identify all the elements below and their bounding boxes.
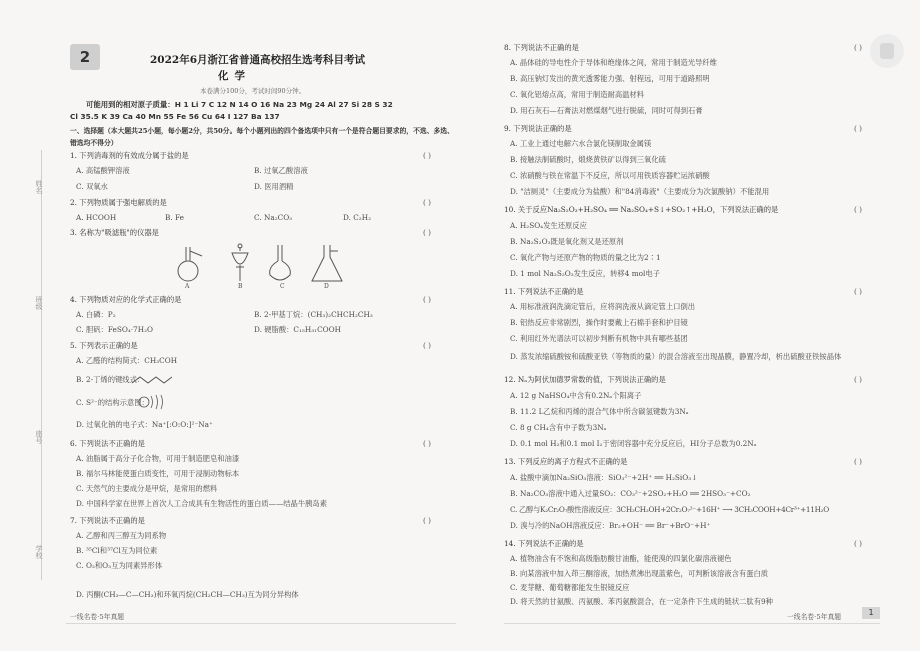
answer-paren: ( ) (423, 228, 432, 237)
option: B. Fe (165, 213, 184, 222)
option: D. 用石灰石—石膏法对燃煤烟气进行脱硫，同时可得到石膏 (510, 106, 703, 115)
footer-rule-left (66, 623, 456, 624)
option: D. "洁厕灵"（主要成分为盐酸）和"84消毒液"（主要成分为次氯酸钠）不能混用 (510, 187, 770, 196)
option: A. 乙醛的结构简式：CH₃COH (76, 356, 178, 365)
question-14: 14. 下列说法不正确的是 (504, 539, 584, 548)
option: B. Na₂S₂O₃既是氧化剂又是还原剂 (510, 237, 624, 246)
option: C. 双氧水 (76, 182, 108, 191)
option: B. Na₂CO₃溶液中通入过量SO₂：CO₃²⁻+2SO₂+H₂O ══ 2HSO₃⁻+CO₂ (510, 489, 751, 498)
option: A. 油脂属于高分子化合物，可用于制造肥皂和油漆 (76, 454, 240, 463)
question-3: 3. 名称为"吸滤瓶"的仪器是 (70, 228, 159, 237)
option: B. 向某溶液中加入茚三酮溶液，加热煮沸出现蓝紫色，可判断该溶液含有蛋白质 (510, 569, 769, 578)
option: C. 天然气的主要成分是甲烷，是常用的燃料 (76, 484, 218, 493)
option: B. 福尔马林能使蛋白质变性，可用于浸制动物标本 (76, 469, 240, 478)
subject-title: 化学 (218, 70, 251, 82)
option: D. 溴与冷的NaOH溶液反应：Br₂+OH⁻ ══ Br⁻+BrO⁻+H⁺ (510, 521, 711, 530)
separatory-funnel-icon (232, 247, 248, 281)
option: A. 乙醇和丙三醇互为同系物 (76, 531, 167, 540)
question-12: 12. Nₐ为阿伏加德罗常数的值，下列说法正确的是 (504, 375, 666, 384)
option: A. 植物油含有不饱和高级脂肪酸甘油酯，能使溴的四氯化碳溶液褪色 (510, 554, 732, 563)
answer-paren: ( ) (854, 375, 863, 384)
option: A. 工业上通过电解六水合氯化镁制取金属镁 (510, 139, 652, 148)
volumetric-flask-icon (270, 245, 291, 280)
option: B. 铝热反应非常剧烈，操作时要戴上石棉手套和护目镜 (510, 318, 688, 327)
apparatus-label-c: C (280, 283, 285, 290)
footer-right-text: 一线名卷·5年真题 (787, 613, 842, 621)
answer-paren: ( ) (423, 439, 432, 448)
answer-paren: ( ) (423, 151, 432, 160)
distillation-flask-icon (178, 261, 198, 281)
question-2: 2. 下列物质属于强电解质的是 (70, 198, 167, 207)
answer-paren: ( ) (854, 43, 863, 52)
answer-paren: ( ) (423, 341, 432, 350)
option: B. ³⁵Cl和³⁷Cl互为同位素 (76, 546, 158, 555)
apparatus-label-a: A (185, 283, 190, 290)
option: D. 硬脂酸：C₁₅H₃₁COOH (254, 325, 341, 334)
option: C. 乙醇与K₂Cr₂O₇酸性溶液反应：3CH₃CH₂OH+2Cr₂O₇²⁻+16H⁺ ⟶ 3CH₃COOH+4Cr³⁺+11H₂O (510, 505, 829, 514)
option: D. C₂H₂ (343, 213, 372, 222)
option: D. 丙酮(CH₃—C—CH₃)和环氧丙烷(CH₂CH—CH₃)互为同分异构体 (76, 590, 299, 599)
option: C. S²⁻的结构示意图： (76, 398, 149, 407)
option: D. 中国科学家在世界上首次人工合成具有生物活性的蛋白质——结晶牛胰岛素 (76, 499, 328, 508)
answer-paren: ( ) (423, 516, 432, 525)
option: C. O₂和O₃互为同素异形体 (76, 561, 163, 570)
option: D. 蒸发浓缩硫酸铵和硫酸亚铁（等物质的量）的混合溶液至出现晶膜，静置冷却，析出硫酸亚铁铵晶体 (510, 352, 842, 361)
option: B. 高压钠灯发出的黄光透雾能力强、射程远，可用于道路照明 (510, 74, 710, 83)
option: B. 2-丁烯的键线式： (76, 375, 145, 384)
atomic-masses-line-1: 可能用到的相对原子质量：H 1 Li 7 C 12 N 14 O 16 Na 23 Mg 24 Al 27 Si 28 S 32 (86, 100, 393, 109)
option: A. 晶体硅的导电性介于导体和绝缘体之间，常用于制造光导纤维 (510, 58, 717, 67)
sulfide-ion-structure-icon (138, 394, 166, 410)
answer-paren: ( ) (854, 457, 863, 466)
question-11: 11. 下列说法不正确的是 (504, 287, 584, 296)
side-label-class: 班级 (35, 296, 43, 310)
answer-paren: ( ) (854, 287, 863, 296)
butene-skeletal-formula-icon (132, 375, 172, 385)
question-10: 10. 关于反应Na₂S₂O₃+H₂SO₄ ══ Na₂SO₄+S↓+SO₂↑+H₂O，下列说法正确的是 (504, 205, 779, 214)
answer-paren: ( ) (423, 198, 432, 207)
option: D. 过氧化钠的电子式：Na⁺[:O:O:]²⁻Na⁺ (76, 420, 213, 429)
answer-paren: ( ) (854, 124, 863, 133)
option: D. 医用酒精 (254, 182, 294, 191)
page-number: 1 (862, 607, 880, 619)
answer-paren: ( ) (854, 539, 863, 548)
atomic-masses-line-2: Cl 35.5 K 39 Ca 40 Mn 55 Fe 56 Cu 64 I 127 Ba 137 (70, 112, 280, 121)
option: A. H₂SO₄发生还原反应 (510, 221, 587, 230)
question-4: 4. 下列物质对应的化学式正确的是 (70, 295, 182, 304)
watermark-logo-icon (870, 34, 904, 68)
side-label-seat: 座号 (35, 430, 43, 444)
option: C. 利用红外光谱法可以初步判断有机物中具有哪些基团 (510, 334, 688, 343)
answer-paren: ( ) (423, 295, 432, 304)
option: B. 接触法制硫酸时，煅烧黄铁矿以得到三氧化硫 (510, 155, 666, 164)
apparatus-label-b: B (238, 283, 243, 290)
side-label-name: 姓名 (35, 180, 43, 194)
option: A. 12 g NaHSO₄中含有0.2Nₐ个阳离子 (510, 391, 642, 400)
question-8: 8. 下列说法不正确的是 (504, 43, 579, 52)
option: C. 胆矾：FeSO₄·7H₂O (76, 325, 153, 334)
option: A. 用标准液润洗滴定管后，应将润洗液从滴定管上口倒出 (510, 302, 696, 311)
option: D. 0.1 mol H₂和0.1 mol I₂于密闭容器中充分反应后，HI分子总数为0.2Nₐ (510, 439, 757, 448)
exam-title: 2022年6月浙江省普通高校招生选考科目考试 (150, 54, 366, 66)
option: A. 白磷：P₂ (76, 310, 116, 319)
suction-flask-icon (312, 245, 342, 281)
option: C. Na₂CO₃ (254, 213, 293, 222)
question-1: 1. 下列消毒剂的有效成分属于盐的是 (70, 151, 189, 160)
apparatus-figure (170, 241, 370, 291)
option: B. 2-甲基丁烷：(CH₃)₂CHCH₂CH₃ (254, 310, 373, 319)
footer-left-text: 一线名卷·5年真题 (70, 613, 125, 621)
apparatus-label-d: D (324, 283, 329, 290)
footer-rule-right (504, 623, 880, 624)
page-badge: 2 (70, 44, 100, 70)
answer-paren: ( ) (854, 205, 863, 214)
question-7: 7. 下列说法不正确的是 (70, 516, 145, 525)
option: B. 过氧乙酸溶液 (254, 166, 308, 175)
option: D. 将天然的甘氨酸、丙氨酸、苯丙氨酸混合，在一定条件下生成的链状二肽有9种 (510, 597, 773, 606)
option: D. 1 mol Na₂S₂O₃发生反应，转移4 mol电子 (510, 269, 660, 278)
question-13: 13. 下列反应的离子方程式不正确的是 (504, 457, 628, 466)
question-6: 6. 下列说法不正确的是 (70, 439, 145, 448)
exam-meta: 本卷满分100分，考试时间90分钟。 (200, 87, 306, 95)
question-9: 9. 下列说法正确的是 (504, 124, 572, 133)
option: C. 氧化产物与还原产物的物质的量之比为2∶1 (510, 253, 661, 262)
question-5: 5. 下列表示正确的是 (70, 341, 138, 350)
option: C. 浓硝酸与铁在常温下不反应，所以可用铁质容器贮运浓硝酸 (510, 171, 710, 180)
option: A. 盐酸中滴加Na₂SiO₃溶液：SiO₃²⁻+2H⁺ ══ H₂SiO₃↓ (510, 473, 698, 482)
option: A. 高锰酸钾溶液 (76, 166, 130, 175)
option: B. 11.2 L乙烷和丙烯的混合气体中所含碳氢键数为3Nₐ (510, 407, 689, 416)
section-instructions: 一、选择题（本大题共25小题，每小题2分，共50分。每个小题列出的四个备选项中只有一个是符合题目要求的，不选、多选、错选均不得分） (70, 127, 454, 147)
option: A. HCOOH (76, 213, 117, 222)
option: C. 麦芽糖、葡萄糖都能发生银镜反应 (510, 583, 630, 592)
side-label-school: 学校 (35, 545, 43, 559)
option: C. 氧化铝熔点高，常用于制造耐高温材料 (510, 90, 645, 99)
binding-line (41, 150, 42, 580)
option: C. 8 g CH₄含有中子数为3Nₐ (510, 423, 607, 432)
